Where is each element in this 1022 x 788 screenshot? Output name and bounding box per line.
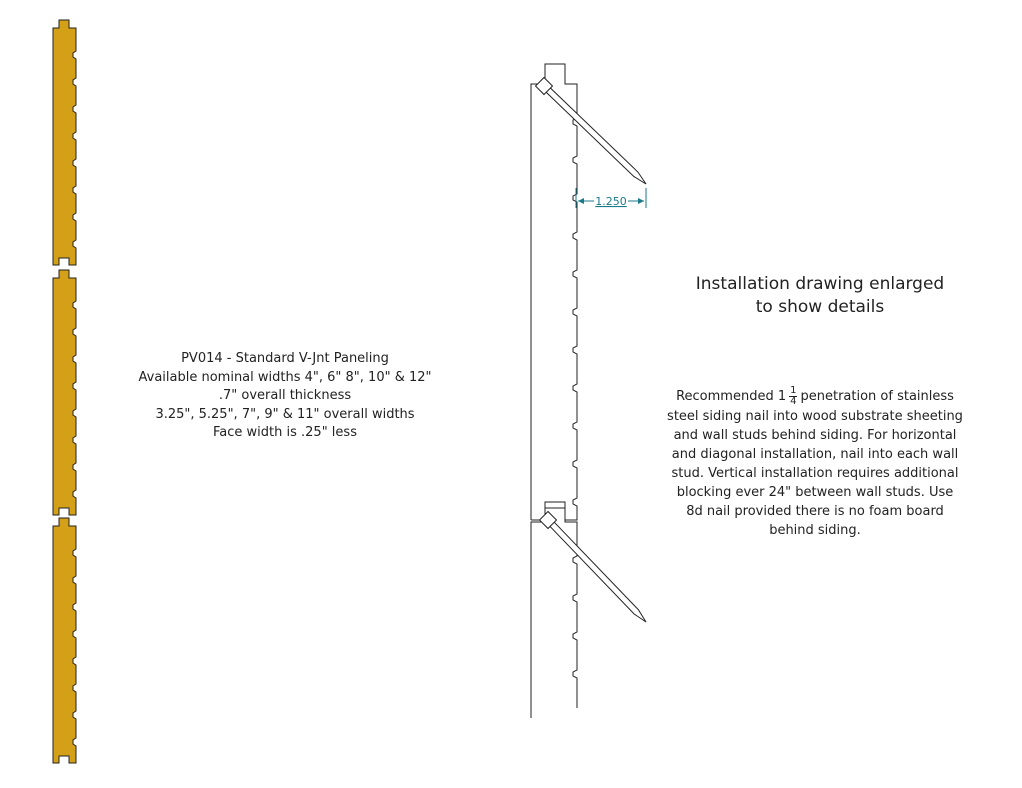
recommendation-lines	[650, 407, 980, 540]
description-line: 3.25", 5.25", 7", 9" & 11" overall widths	[155, 406, 415, 422]
title-line-1: Installation drawing enlarged	[695, 274, 945, 294]
recommendation-line: and diagonal installation, nail into each wall	[671, 447, 959, 462]
product-description	[110, 350, 460, 443]
installation-recommendation	[650, 386, 980, 540]
fraction	[789, 386, 797, 407]
recommendation-line: steel siding nail into wood substrate sheeting	[667, 409, 963, 424]
lower-board-outline	[531, 502, 577, 718]
recommendation-line: stud. Vertical installation requires additional	[671, 466, 959, 481]
recommendation-line-first	[650, 386, 980, 407]
recommendation-prefix: Recommended 1	[676, 389, 787, 404]
nail-top	[536, 78, 646, 184]
recommendation-line: 8d nail provided there is no foam board	[686, 504, 944, 519]
description-line: Available nominal widths 4", 6" 8", 10" & 12"	[138, 369, 432, 385]
installation-profile	[531, 64, 646, 718]
recommendation-suffix: penetration of stainless	[800, 389, 954, 404]
paneling-board	[53, 20, 76, 265]
drawing-title	[660, 273, 980, 319]
paneling-board	[53, 270, 76, 515]
recommendation-line: behind siding.	[769, 523, 861, 538]
fraction-denominator: 4	[790, 396, 797, 407]
description-line: PV014 - Standard V-Jnt Paneling	[181, 351, 389, 366]
nail-shank	[546, 518, 646, 622]
dimension-label: 1.250	[595, 195, 627, 208]
description-line: Face width is .25" less	[213, 425, 357, 440]
fraction-numerator: 1	[790, 385, 797, 396]
recommendation-line: blocking ever 24" between wall studs. Use	[676, 485, 954, 500]
penetration-dimension	[576, 188, 646, 208]
description-line: .7" overall thickness	[218, 388, 352, 403]
paneling-boards	[53, 20, 76, 763]
recommendation-line: and wall studs behind siding. For horizontal	[673, 428, 957, 443]
nail-bottom	[540, 512, 646, 622]
upper-board-outline	[531, 64, 577, 520]
title-line-2: to show details	[755, 297, 885, 317]
nail-shank	[542, 84, 646, 184]
paneling-board	[53, 518, 76, 763]
